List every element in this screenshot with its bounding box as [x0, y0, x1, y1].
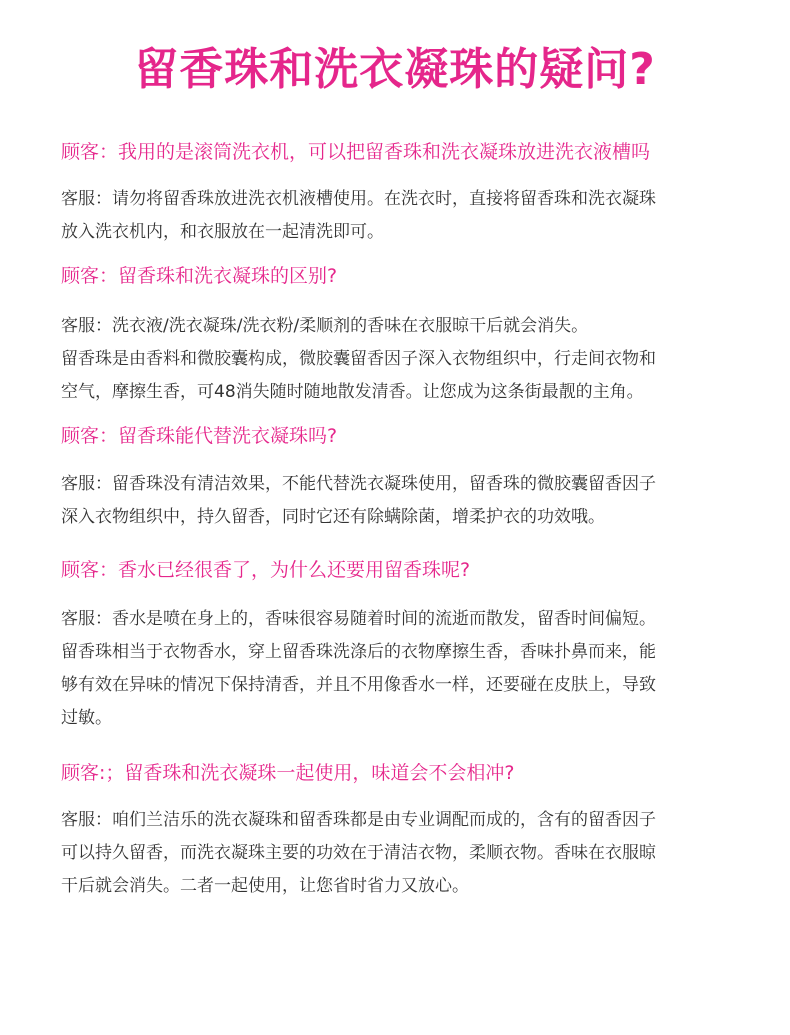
answer-line: 空气，摩擦生香，可48消失随时随地散发清香。让您成为这条街最靓的主角。: [61, 382, 644, 402]
answer-line: 过敏。: [61, 708, 112, 728]
customer-question-3: 顾客：留香珠能代替洗衣凝珠吗?: [61, 425, 338, 447]
answer-line: 客服：留香珠没有清洁效果，不能代替洗衣凝珠使用，留香珠的微胶囊留香因子: [61, 474, 656, 494]
service-answer-4: [61, 603, 761, 735]
customer-question-4: 顾客：香水已经很香了，为什么还要用留香珠呢?: [61, 559, 471, 581]
answer-line: 客服：请勿将留香珠放进洗衣机液槽使用。在洗衣时，直接将留香珠和洗衣凝珠: [61, 189, 656, 209]
answer-line: 客服：香水是喷在身上的，香味很容易随着时间的流逝而散发，留香时间偏短。: [61, 609, 656, 629]
answer-line: 可以持久留香，而洗衣凝珠主要的功效在于清洁衣物，柔顺衣物。香味在衣服晾: [61, 843, 656, 863]
answer-line: 客服：洗衣液/洗衣凝珠/洗衣粉/柔顺剂的香味在衣服晾干后就会消失。: [61, 316, 589, 336]
customer-question-2: 顾客：留香珠和洗衣凝珠的区别?: [61, 265, 338, 287]
page-title: 留香珠和洗衣凝珠的疑问?: [134, 44, 656, 95]
customer-question-5: 顾客:；留香珠和洗衣凝珠一起使用，味道会不会相冲?: [61, 762, 515, 784]
answer-line: 客服：咱们兰洁乐的洗衣凝珠和留香珠都是由专业调配而成的，含有的留香因子: [61, 810, 656, 830]
service-answer-2: [61, 310, 761, 409]
answer-line: 干后就会消失。二者一起使用，让您省时省力又放心。: [61, 876, 469, 896]
answer-line: 放入洗衣机内，和衣服放在一起清洗即可。: [61, 222, 384, 242]
service-answer-5: [61, 804, 761, 903]
answer-line: 够有效在异味的情况下保持清香，并且不用像香水一样，还要碰在皮肤上，导致: [61, 675, 656, 695]
service-answer-3: [61, 468, 761, 534]
answer-line: 留香珠相当于衣物香水，穿上留香珠洗涤后的衣物摩擦生香，香味扑鼻而来，能: [61, 642, 656, 662]
customer-question-1: 顾客：我用的是滚筒洗衣机，可以把留香珠和洗衣凝珠放进洗衣液槽吗: [61, 141, 651, 163]
service-answer-1: [61, 183, 761, 249]
answer-line: 留香珠是由香料和微胶囊构成，微胶囊留香因子深入衣物组织中，行走间衣物和: [61, 349, 656, 369]
answer-line: 深入衣物组织中，持久留香，同时它还有除螨除菌，增柔护衣的功效哦。: [61, 507, 605, 527]
